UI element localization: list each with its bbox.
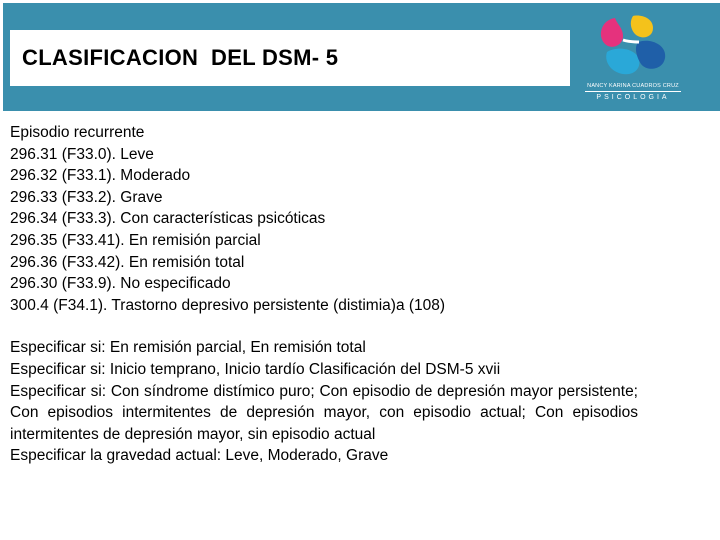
list-item: 296.31 (F33.0). Leve (10, 145, 154, 163)
psychology-logo (583, 12, 683, 104)
list-item: 296.30 (F33.9). No especificado (10, 275, 231, 293)
list-item: 296.32 (F33.1). Moderado (10, 167, 191, 185)
slide-header (0, 0, 720, 111)
list-item: 296.33 (F33.2). Grave (10, 188, 163, 206)
logo-mark-icon (593, 12, 673, 80)
list-item: 300.4 (F34.1). Trastorno depresivo persistente (distimia)a (108) (10, 296, 446, 314)
logo-name: NANCY KARINA CUADROS CRUZ (587, 83, 679, 89)
list-item: 296.35 (F33.41). En remisión parcial (10, 231, 261, 249)
slide-body (10, 122, 638, 467)
list-item: Episodio recurrente (10, 124, 145, 141)
specifier-block (10, 337, 638, 467)
specifier-line: Especificar si: En remisión parcial, En remisión total (10, 339, 366, 357)
specifier-line: Especificar si: Con síndrome distímico puro; Con episodio de depresión mayor persistente; Con episodios intermitentes de depresión mayor, con episodio actual; Con episodios intermitentes de depresión mayor, sin episodio actual (10, 382, 638, 443)
list-item: 296.34 (F33.3). Con características psicóticas (10, 210, 326, 228)
list-item: 296.36 (F33.42). En remisión total (10, 253, 245, 271)
code-list (10, 122, 638, 316)
logo-divider (585, 91, 681, 92)
title-box (10, 30, 570, 86)
logo-subtitle: PSICOLOGIA (596, 94, 670, 101)
specifier-line: Especificar la gravedad actual: Leve, Moderado, Grave (10, 447, 389, 465)
specifier-line: Especificar si: Inicio temprano, Inicio tardío Clasificación del DSM-5 xvii (10, 360, 501, 378)
slide-title: CLASIFICACION DEL DSM- 5 (22, 45, 339, 70)
